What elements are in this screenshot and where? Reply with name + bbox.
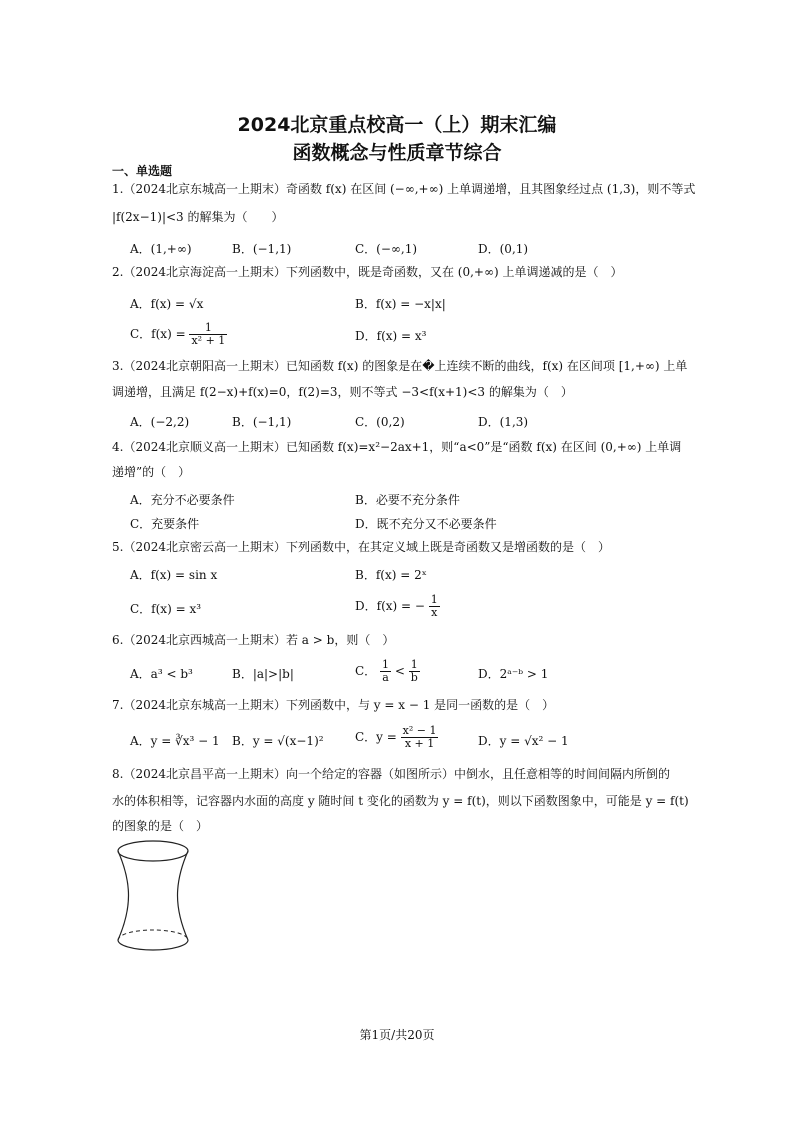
question-2-option-c <box>130 322 227 347</box>
question-5-option-a: A．f(x) = sin x <box>130 568 218 582</box>
less-than-sign: < <box>394 664 405 678</box>
document-title: 2024北京重点校高一（上）期末汇编 <box>237 114 557 136</box>
question-4-text: 4.（2024北京顺义高一上期末）已知函数 f(x)=x²−2ax+1，则“a<0”是“函数 f(x) 在区间 (0,+∞) 上单调 <box>112 440 682 454</box>
question-2-option-c-label: C．f(x) = <box>130 327 190 341</box>
question-3-option-a: A．(−2,2) <box>130 415 190 429</box>
question-3-option-b: B．(−1,1) <box>232 415 292 429</box>
question-7-option-c <box>355 725 438 750</box>
question-2-option-a: A．f(x) = √x <box>130 297 204 311</box>
fraction-numerator: x² − 1 <box>402 724 437 737</box>
question-2-option-b: B．f(x) = −x|x| <box>355 297 446 311</box>
question-6-option-c-label: C． <box>355 664 377 678</box>
section-heading: 一、单选题 <box>112 164 173 178</box>
question-2-text: 2.（2024北京海淀高一上期末）下列函数中，既是奇函数，又在 (0,+∞) 上单调递减的是（ ） <box>112 265 623 279</box>
fraction-denominator: x² + 1 <box>191 334 226 347</box>
question-6-text: 6.（2024北京西城高一上期末）若 a > b，则（ ） <box>112 633 395 647</box>
fraction-denominator: b <box>410 671 418 684</box>
question-4-text-cont: 递增”的（ ） <box>112 465 191 479</box>
question-7-option-a: A．y = ∛x³ − 1 <box>130 734 220 748</box>
question-6-option-c-fraction-2 <box>409 659 420 684</box>
question-7-option-c-fraction <box>401 725 439 750</box>
question-7-text: 7.（2024北京东城高一上期末）下列函数中，与 y = x − 1 是同一函数的是（ ） <box>112 698 555 712</box>
question-7-option-d: D．y = √x² − 1 <box>478 734 569 748</box>
question-5-option-d-label: D．f(x) = − <box>355 599 425 613</box>
question-4-option-b: B．必要不充分条件 <box>355 493 460 507</box>
fraction-numerator: 1 <box>430 593 438 606</box>
question-3-option-c: C．(0,2) <box>355 415 405 429</box>
document-subtitle: 函数概念与性质章节综合 <box>292 142 502 164</box>
question-3-option-d: D．(1,3) <box>478 415 529 429</box>
question-5-text: 5.（2024北京密云高一上期末）下列函数中，在其定义域上既是奇函数又是增函数的是（ ） <box>112 540 610 554</box>
question-8-text: 8.（2024北京昌平高一上期末）向一个给定的容器（如图所示）中倒水，且任意相等的时间间隔内所倒的 <box>112 767 670 781</box>
fraction-numerator: 1 <box>382 658 390 671</box>
question-6-option-c-fraction-1 <box>380 659 391 684</box>
fraction-denominator: x + 1 <box>404 737 435 750</box>
fraction-numerator: 1 <box>409 659 420 672</box>
question-7-option-c-label: C．y = <box>355 730 401 744</box>
question-5-option-d-fraction <box>429 594 440 619</box>
question-1-option-c: C．(−∞,1) <box>355 242 418 256</box>
vessel-left-side <box>118 851 129 940</box>
question-8-text-cont2: 的图象的是（ ） <box>112 819 209 833</box>
question-1-text: 1.（2024北京东城高一上期末）奇函数 f(x) 在区间 (−∞,+∞) 上单调递增，且其图象经过点 (1,3)，则不等式 <box>112 182 696 196</box>
question-2-option-c-fraction <box>189 322 227 347</box>
page-footer: 第1页/共20页 <box>359 1028 435 1042</box>
question-1-option-a: A．(1,+∞) <box>130 242 192 256</box>
question-6-option-a: A．a³ < b³ <box>130 667 193 681</box>
question-2-option-d: D．f(x) = x³ <box>355 329 427 343</box>
question-7-option-b: B．y = √(x−1)² <box>232 734 324 748</box>
vessel-figure <box>112 838 194 956</box>
question-6-option-b: B．|a|>|b| <box>232 667 294 681</box>
vessel-right-side <box>178 851 189 940</box>
question-6-option-d: D．2ᵃ⁻ᵇ > 1 <box>478 667 549 681</box>
question-5-option-d <box>355 594 440 619</box>
question-1-text-cont: |f(2x−1)|<3 的解集为（ ） <box>112 210 284 224</box>
question-4-option-d: D．既不充分又不必要条件 <box>355 517 497 531</box>
question-5-option-c: C．f(x) = x³ <box>130 602 202 616</box>
question-4-option-c: C．充要条件 <box>130 517 200 531</box>
question-1-option-b: B．(−1,1) <box>232 242 292 256</box>
question-8-text-cont: 水的体积相等，记容器内水面的高度 y 随时间 t 变化的函数为 y = f(t)，则以下函数图象中，可能是 y = f(t) <box>112 794 689 808</box>
question-6-option-c <box>355 659 420 684</box>
vessel-bottom-front <box>118 940 188 950</box>
question-1-option-d: D．(0,1) <box>478 242 529 256</box>
fraction-denominator: a <box>382 671 389 684</box>
vessel-top-rim <box>118 841 188 861</box>
vessel-bottom-back <box>118 930 188 940</box>
question-3-text: 3.（2024北京朝阳高一上期末）已知函数 f(x) 的图象是在�上连续不断的曲线，f(x) 在区间项 [1,+∞) 上单 <box>112 359 688 373</box>
fraction-denominator: x <box>431 606 438 619</box>
fraction-numerator: 1 <box>189 322 227 335</box>
question-5-option-b: B．f(x) = 2ˣ <box>355 568 427 582</box>
question-4-option-a: A．充分不必要条件 <box>130 493 235 507</box>
question-3-text-cont: 调递增，且满足 f(2−x)+f(x)=0，f(2)=3，则不等式 −3<f(x+1)<3 的解集为（ ） <box>112 385 573 399</box>
